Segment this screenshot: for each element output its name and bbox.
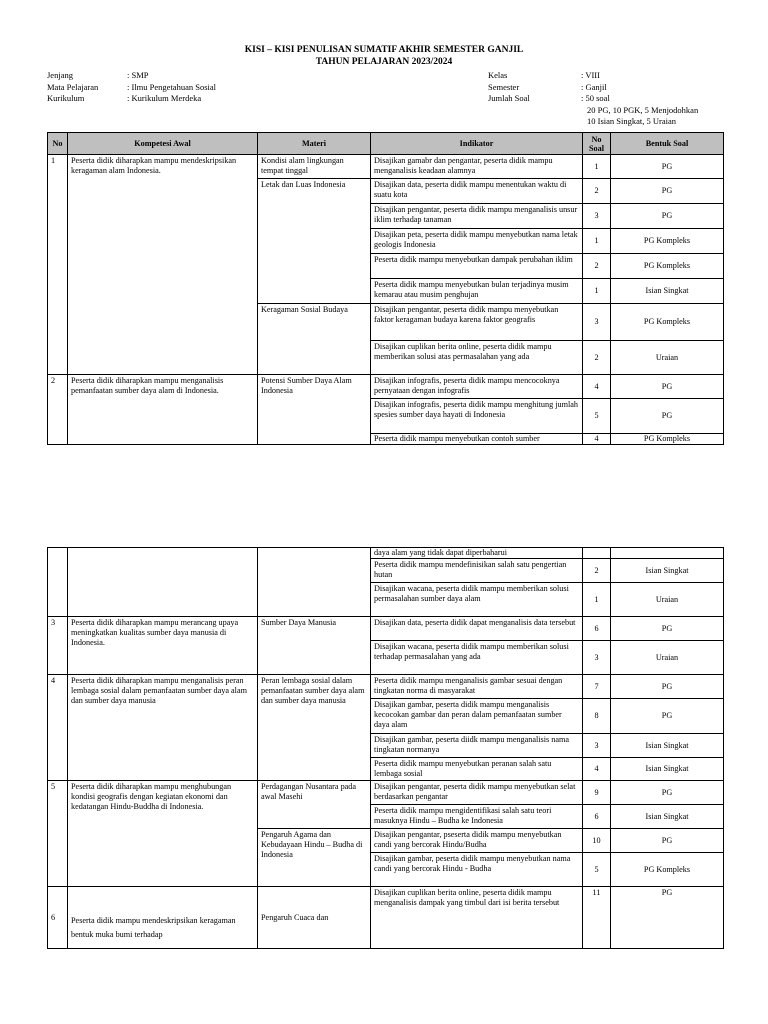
header-bentuk-soal: Bentuk Soal [611,133,724,155]
indikator-cell: Disajikan cuplikan berita online, peserta didik mampu memberikan solusi atas permasalahan yang ada [371,341,583,375]
indikator-cell: daya alam yang tidak dapat diperbaharui [371,548,583,559]
row-no: 3 [48,617,68,675]
table-row [48,781,724,805]
kompetensi-cell: Peserta didik diharapkan mampu merancang upaya meningkatkan kualitas sumber daya manusia di Indonesia. [68,617,258,675]
no-soal-cell: 3 [583,734,611,758]
header-materi: Materi [258,133,371,155]
materi-cell: Sumber Daya Manusia [258,617,371,675]
bentuk-soal-cell: Isian Singkat [611,734,724,758]
materi-cell: Potensi Sumber Daya Alam Indonesia [258,375,371,445]
bentuk-soal-cell: Isian Singkat [611,279,724,304]
header-kompetensi: Kompetesi Awal [68,133,258,155]
bentuk-soal-cell: Isian Singkat [611,758,724,781]
no-soal-cell: 10 [583,829,611,853]
no-soal-cell: 4 [583,434,611,445]
bentuk-soal-cell: Uraian [611,341,724,375]
info-value: : 50 soal [581,93,610,103]
indikator-cell: Peserta didik mampu menyebutkan dampak perubahan iklim [371,254,583,279]
bentuk-soal-cell: Isian Singkat [611,805,724,829]
row-no: 4 [48,675,68,781]
materi-cell: Pengaruh Cuaca dan [258,887,371,949]
bentuk-soal-cell: PG [611,617,724,641]
bentuk-soal-cell: PG [611,399,724,434]
no-soal-cell: 8 [583,699,611,734]
bentuk-soal-cell: Uraian [611,641,724,675]
indikator-cell: Disajikan infografis, peserta didik mampu mencocoknya pernyataan dengan infografis [371,375,583,399]
no-soal-cell: 6 [583,805,611,829]
no-soal-cell [583,548,611,559]
table-row [48,155,724,179]
materi-cell: Peran lembaga sosial dalam pemanfaatan sumber daya alam dan sumber daya manusia [258,675,371,781]
no-soal-cell: 3 [583,204,611,229]
no-soal-cell: 7 [583,675,611,699]
kompetensi-cell: Peserta didik diharapkan mampu mendeskripsikan keragaman alam Indonesia. [68,155,258,375]
bentuk-soal-cell: PG [611,675,724,699]
info-value: : Ganjil [581,81,607,92]
info-label: Jumlah Soal [488,93,530,103]
no-soal-cell: 5 [583,853,611,887]
bentuk-soal-cell: Isian Singkat [611,559,724,583]
row-no: 1 [48,155,68,375]
bentuk-soal-cell: PG [611,204,724,229]
bentuk-soal-cell: PG Kompleks [611,304,724,341]
no-soal-cell: 2 [583,179,611,204]
info-label: Mata Pelajaran [47,81,99,92]
bentuk-soal-cell [611,548,724,559]
info-value: 10 Isian Singkat, 5 Uraian [587,116,676,126]
info-value: : SMP [127,70,149,80]
info-label: Kurikulum [47,93,85,103]
bentuk-soal-cell: PG [611,375,724,399]
materi-cell: Keragaman Sosial Budaya [258,304,371,375]
document-subtitle: TAHUN PELAJARAN 2023/2024 [315,57,453,67]
no-soal-cell: 3 [583,641,611,675]
indikator-cell: Disajikan peta, peserta didik mampu menyebutkan nama letak geologis Indonesia [371,229,583,254]
table-row [48,617,724,641]
document-title: KISI – KISI PENULISAN SUMATIF AKHIR SEMESTER GANJIL [244,45,524,55]
indikator-cell: Disajikan infografis, peserta didik mampu menghitung jumlah spesies sumber daya hayati di Indonesia [371,399,583,434]
right-info [488,70,698,128]
kompetensi-cell: Peserta didik diharapkan mampu menghubungan kondisi geografis dengan kegiatan ekonomi dan kedatangan Hindu-Buddha di Indonesia. [68,781,258,887]
bentuk-soal-cell: PG [611,155,724,179]
header-indikator: Indikator [371,133,583,155]
indikator-cell: Peserta didik mampu menyebutkan peranan salah satu lembaga sosial [371,758,583,781]
kompetensi-cell: Peserta didik diharapkan mampu menganalisis peran lembaga sosial dalam pemanfaatan sumber daya alam dan sumber daya manusia [68,675,258,781]
info-label: Jenjang [47,70,73,80]
bentuk-soal-cell: PG [611,179,724,204]
indikator-cell: Peserta didik mampu mendefinisikan salah satu pengertian hutan [371,559,583,583]
indikator-cell: Disajikan gambar, peserta didik mampu menganalisis kecocokan gambar dan peran dalam pemanfaatan sumber daya alam [371,699,583,734]
info-label: Kelas [488,70,508,80]
header-no-soal: No Soal [583,133,611,155]
indikator-cell: Disajikan pengantar, pseserta didik mampu menyebutkan candi yang bercorak Hindu/Budha [371,829,583,853]
indikator-cell: Peserta didik mampu menyebutkan bulan terjadinya musim kemarau atau musim penghujan [371,279,583,304]
indikator-cell: Disajikan gambar, peserta didik mampu menyebutkan nama candi yang bercorak Hindu - Budha [371,853,583,887]
indikator-cell: Disajikan cuplikan berita online, peserta didik mampu menganalisis dampak yang timbul dari isi berita tersebut [371,887,583,949]
row-no [48,548,68,617]
no-soal-cell: 11 [583,887,611,949]
row-no: 5 [48,781,68,887]
materi-cell: Kondisi alam lingkungan tempat tinggal [258,155,371,179]
no-soal-cell: 6 [583,617,611,641]
indikator-cell: Peserta didik mampu mengidentifikasi salah satu teori masuknya Hindu – Budha ke Indonesia [371,805,583,829]
bentuk-soal-cell: PG Kompleks [611,434,724,445]
indikator-cell: Disajikan gamabr dan pengantar, peserta didik mampu menganalisis keadaan alamnya [371,155,583,179]
table-row [48,548,724,559]
no-soal-cell: 1 [583,229,611,254]
bentuk-soal-cell: PG [611,829,724,853]
bentuk-soal-cell: PG [611,699,724,734]
kompetensi-cell: Peserta didik mampu mendeskripsikan keragaman bentuk muka bumi terhadap [68,887,258,949]
no-soal-cell: 1 [583,583,611,617]
materi-cell [258,548,371,617]
indikator-cell: Peserta didik mampu menganalisis gambar sesuai dengan tingkatan norma di masyarakat [371,675,583,699]
bentuk-soal-cell: PG [611,781,724,805]
indikator-cell: Disajikan wacana, peserta didik mampu memberikan solusi permasalahan sumber daya alam [371,583,583,617]
indikator-cell: Disajikan wacana, peserta didik mampu memberikan solusi terhadap permasalahan yang ada [371,641,583,675]
no-soal-cell: 1 [583,155,611,179]
no-soal-cell: 4 [583,758,611,781]
bentuk-soal-cell: PG Kompleks [611,229,724,254]
no-soal-cell: 5 [583,399,611,434]
bentuk-soal-cell: PG Kompleks [611,254,724,279]
info-label: Semester [488,81,520,92]
table-header-row [48,133,724,155]
no-soal-cell: 4 [583,375,611,399]
kisi-table-page1 [47,132,724,445]
left-info [47,70,216,105]
row-no: 6 [48,887,68,949]
table-row [48,887,724,949]
row-no: 2 [48,375,68,445]
no-soal-cell: 2 [583,559,611,583]
bentuk-soal-cell: Uraian [611,583,724,617]
indikator-cell: Peserta didik mampu menyebutkan contoh sumber [371,434,583,445]
bentuk-soal-cell: PG Kompleks [611,853,724,887]
materi-cell: Pengaruh Agama dan Kebudayaan Hindu – Budha di Indonesia [258,829,371,887]
indikator-cell: Disajikan pengantar, peserta didik mampu menyebutkan faktor keragaman budaya karena faktor geografis [371,304,583,341]
table-row [48,375,724,399]
header-no: No [48,133,68,155]
indikator-cell: Disajikan data, peserta didik mampu menentukan waktu di suatu kota [371,179,583,204]
info-value: : Kurikulum Merdeka [127,93,202,103]
no-soal-cell: 3 [583,304,611,341]
kompetensi-cell [68,548,258,617]
no-soal-cell: 2 [583,341,611,375]
indikator-cell: Disajikan data, peserta didik dapat menganalisis data tersebut [371,617,583,641]
bentuk-soal-cell: PG [611,887,724,949]
table-row [48,675,724,699]
indikator-cell: Disajikan gambar, peserta diidk mampu menganalisis nama tingkatan normanya [371,734,583,758]
no-soal-cell: 1 [583,279,611,304]
materi-cell: Letak dan Luas Indonesia [258,179,371,304]
info-value: : Ilmu Pengetahuan Sosial [127,81,217,92]
materi-cell: Perdagangan Nusantara pada awal Masehi [258,781,371,829]
info-value: 20 PG, 10 PGK, 5 Menjodohkan [587,104,699,115]
info-value: : VIII [581,70,600,80]
kisi-table-page2 [47,547,724,949]
kompetensi-cell: Peserta didik diharapkan mampu menganalisis pemanfaatan sumber daya alam di Indonesia. [68,375,258,445]
indikator-cell: Disajikan pengantar, peserta didik mampu menganalisis unsur iklim terhadap tanaman [371,204,583,229]
indikator-cell: Disajikan pengantar, peserta didik mampu menyebutkan selat berdasarkan pengantar [371,781,583,805]
no-soal-cell: 2 [583,254,611,279]
no-soal-cell: 9 [583,781,611,805]
